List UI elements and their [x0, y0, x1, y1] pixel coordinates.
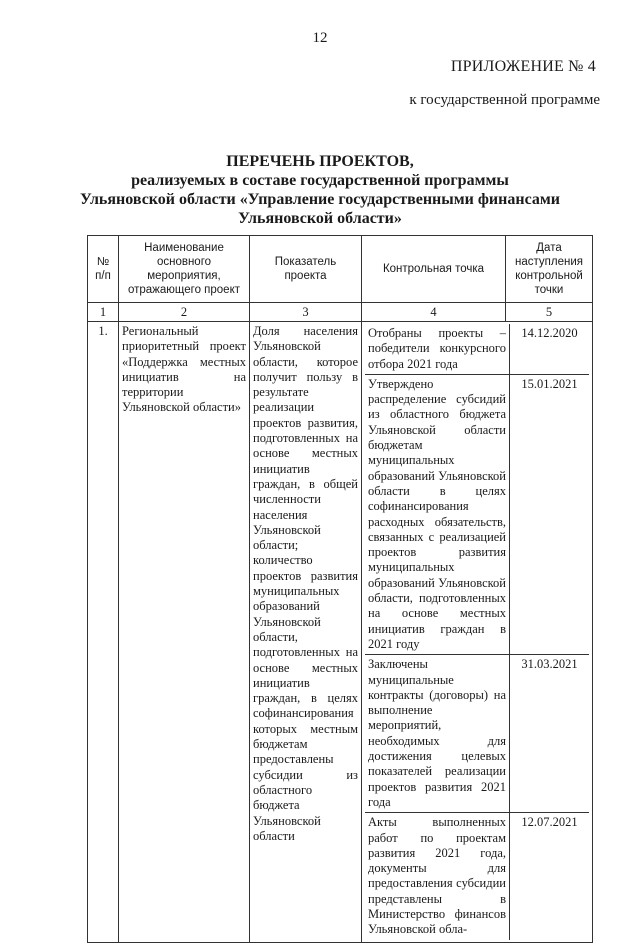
row-number: 1. [88, 322, 119, 943]
column-number: 2 [119, 303, 250, 322]
projects-table [87, 235, 593, 943]
checkpoint-row [365, 655, 589, 813]
document-title-line-4: Ульяновской области» [238, 210, 402, 227]
row-event: Региональный приоритетный проект «Поддержка местных инициатив на территории Ульяновской области» [119, 322, 250, 943]
header-num: № п/п [88, 236, 119, 303]
checkpoint-date: 31.03.2021 [510, 655, 590, 813]
row-indicator: Доля населения Ульяновской области, которое получит пользу в результате реализации проектов развития, подготовленных на основе местных инициатив граждан, в общей численности населения Ульяновской области; количество проектов развития муниципальных образований Ульяновской области, подготовленных на основе местных инициатив граждан, в целях софинансирования которых местным бюджетам предоставлены субсидии из областного бюджета Ульяновской области [250, 322, 362, 943]
header-event: Наименование основного мероприятия, отражающего проект [119, 236, 250, 303]
column-number: 5 [506, 303, 593, 322]
document-title-line-3: Ульяновской области «Управление государственными финансами [80, 191, 560, 208]
appendix-title: ПРИЛОЖЕНИЕ № 4 [450, 58, 596, 75]
column-number-row [88, 303, 593, 322]
checkpoint-row [365, 324, 589, 374]
table-row [88, 322, 593, 943]
checkpoint-text: Заключены муниципальные контракты (договоры) на выполнение мероприятий, необходимых для достижения целевых показателей реализации проектов развития 2021 года [365, 655, 510, 813]
document-title-line-2: реализуемых в составе государственной программы [131, 172, 509, 189]
checkpoint-row [365, 374, 589, 654]
checkpoint-date: 12.07.2021 [521, 815, 578, 830]
header-indicator: Показатель проекта [250, 236, 362, 303]
checkpoint-date: 14.12.2020 [510, 324, 590, 374]
document-title-line-1: ПЕРЕЧЕНЬ ПРОЕКТОВ, [226, 153, 414, 170]
checkpoint-text: Утверждено распределение субсидий из областного бюджета Ульяновской области бюджетам муниципальных образований Ульяновской области в целях софинансирования расходных обязательств, связанных с реализацией проектов развития муниципальных образований Ульяновской области, подготовленных на основе местных инициатив граждан в 2021 году [365, 374, 510, 654]
column-number: 4 [362, 303, 506, 322]
header-date: Дата наступления контрольной точки [506, 236, 593, 303]
column-number: 3 [250, 303, 362, 322]
checkpoint-text: Акты выполненных работ по проектам развития 2021 года, документы для предоставления субсидии представлены в Министерство финансов Ульяновской обла- [365, 813, 510, 940]
checkpoint-row [365, 813, 589, 940]
checkpoints-cell [362, 322, 593, 943]
checkpoint-date: 15.01.2021 [510, 374, 590, 654]
document-title [60, 152, 580, 228]
checkpoint-text: Отобраны проекты – победители конкурсного отбора 2021 года [365, 324, 510, 374]
column-number: 1 [88, 303, 119, 322]
header-checkpoint: Контрольная точка [362, 236, 506, 303]
table-header-row [88, 236, 593, 303]
appendix-subtitle: к государственной программе [409, 92, 600, 108]
page-number: 12 [312, 30, 328, 46]
checkpoints-list [365, 324, 589, 940]
